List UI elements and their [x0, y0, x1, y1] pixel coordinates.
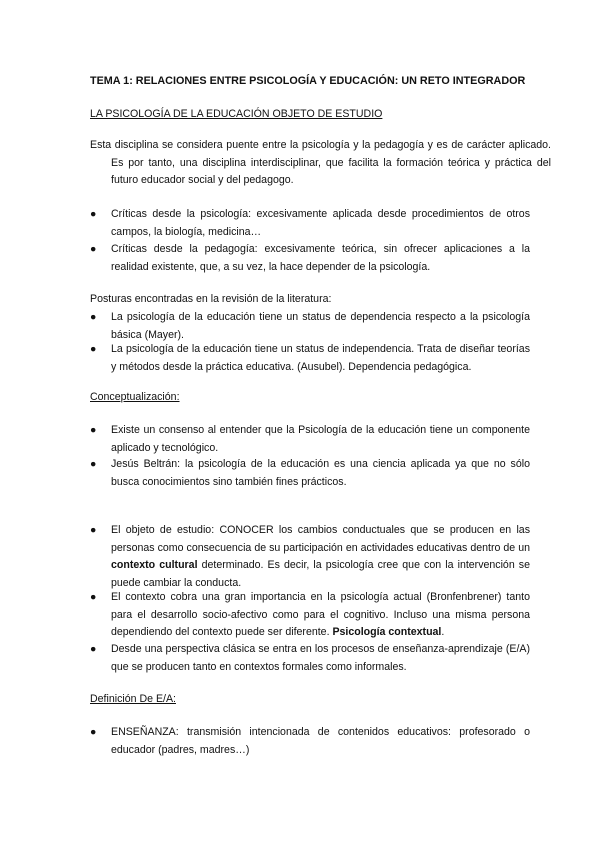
list-item-ensenanza: [90, 724, 530, 759]
list-item-postura-dependencia: [90, 309, 530, 344]
list-item-critica-psicologia: [90, 206, 530, 241]
bold-term-contexto-cultural: contexto cultural: [111, 559, 198, 572]
section-heading-definicion: Definición De E/A:: [90, 693, 176, 705]
bold-term-psicologia-contextual: Psicología contextual: [332, 626, 442, 639]
section-heading-objeto: LA PSICOLOGÍA DE LA EDUCACIÓN OBJETO DE ESTUDIO: [90, 108, 383, 120]
posturas-label: Posturas encontradas en la revisión de la literatura:: [90, 293, 332, 305]
intro-paragraph: Esta disciplina se considera puente entre la psicología y la pedagogía y es de carácter aplicado. Es por tanto, una disciplina interdisciplinar, que facilita la formación teórica y práctica del futuro educador social y del pedagogo.: [90, 139, 551, 187]
bullet-icon: ●: [90, 311, 97, 323]
bullet-icon: ●: [90, 424, 97, 436]
list-item-consenso: [90, 422, 530, 457]
bullet-icon: ●: [90, 343, 97, 355]
list-item-text: La psicología de la educación tiene un status de independencia. Trata de diseñar teorías y métodos desde la práctica educativa. (Ausubel). Dependencia pedagógica.: [111, 343, 530, 373]
list-item-critica-pedagogia: [90, 241, 530, 276]
list-item-text: Críticas desde la pedagogía: excesivamente teórica, sin ofrecer aplicaciones a la realidad existente, que, a su vez, la hace depender de la psicología.: [111, 243, 530, 273]
text-run: .: [441, 626, 445, 639]
bullet-icon: ●: [90, 591, 97, 603]
bullet-icon: ●: [90, 726, 97, 738]
bullet-icon: ●: [90, 243, 97, 255]
bullet-icon: ●: [90, 524, 97, 536]
section-heading-conceptualizacion: Conceptualización:: [90, 391, 180, 403]
list-item-text: Existe un consenso al entender que la Psicología de la educación tiene un componente aplicado y tecnológico.: [111, 424, 530, 454]
list-item-beltran: [90, 456, 530, 491]
bullet-icon: ●: [90, 643, 97, 655]
list-item-text: La psicología de la educación tiene un status de dependencia respecto a la psicología básica (Mayer).: [111, 311, 530, 341]
text-run: El objeto de estudio: CONOCER los cambios conductuales que se producen en las personas como consecuencia de su participación en actividades educativas dentro de un: [111, 524, 530, 554]
bullet-icon: ●: [90, 458, 97, 470]
list-item-text: Desde una perspectiva clásica se entra en los procesos de enseñanza-aprendizaje (E/A) que se producen tanto en contextos formales como informales.: [111, 643, 530, 673]
text-run: determinado. Es decir, la psicología cree que con la intervención se puede cambiar la conducta.: [111, 559, 530, 589]
list-item-text: ENSEÑANZA: transmisión intencionada de contenidos educativos: profesorado o educador (padres, madres…): [111, 726, 530, 756]
list-item-text: [111, 591, 530, 638]
text-run: El contexto cobra una gran importancia en la psicología actual (Bronfenbrener) tanto para el desarrollo socio-afectivo como para el cognitivo. Incluso una misma persona dependiendo del contexto puede ser diferente.: [111, 591, 530, 639]
list-item-postura-independencia: [90, 341, 530, 376]
list-item-contexto: [90, 589, 530, 642]
list-item-objeto-estudio: [90, 522, 530, 592]
list-item-text: Críticas desde la psicología: excesivamente aplicada desde procedimientos de otros campos, la biología, medicina…: [111, 208, 530, 238]
list-item-text: [111, 524, 530, 589]
list-item-perspectiva-clasica: [90, 641, 530, 676]
bullet-icon: ●: [90, 208, 97, 220]
document-title: TEMA 1: RELACIONES ENTRE PSICOLOGÍA Y EDUCACIÓN: UN RETO INTEGRADOR: [90, 75, 526, 87]
list-item-text: Jesús Beltrán: la psicología de la educación es una ciencia aplicada ya que no sólo busca conocimientos sino también fines prácticos.: [111, 458, 530, 488]
